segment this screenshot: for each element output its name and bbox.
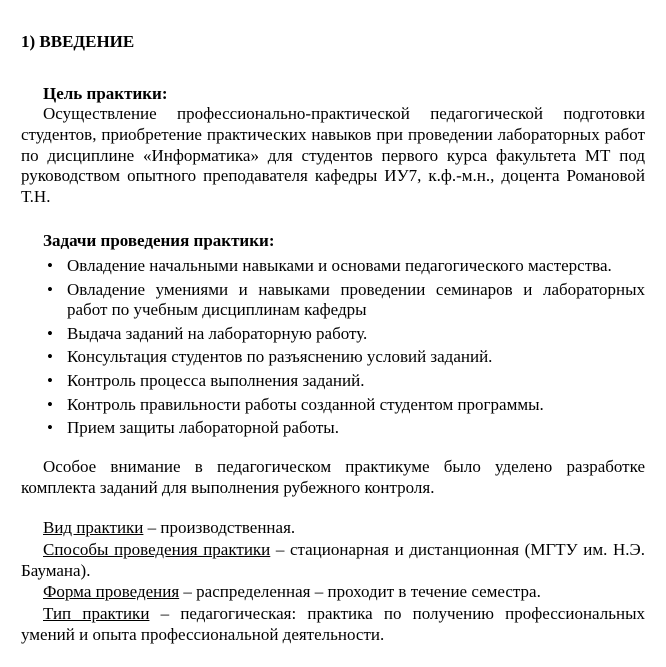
bullet-icon: •	[47, 347, 53, 367]
property-form	[21, 582, 645, 603]
bullet-icon: •	[47, 394, 53, 414]
list-item	[21, 395, 645, 416]
property-label: Способы проведения практики	[43, 539, 271, 559]
property-kind	[21, 604, 645, 646]
list-item-text: Прием защиты лабораторной работы.	[67, 418, 339, 438]
list-item-text: Выдача заданий на лабораторную работу.	[67, 323, 368, 343]
property-label: Тип практики	[43, 604, 150, 624]
list-item	[21, 324, 645, 345]
property-label: Вид практики	[43, 518, 144, 537]
list-item-text: Контроль процесса выполнения заданий.	[67, 370, 365, 390]
property-value: – стационарная и дистанционная (МГТУ им. Н.Э. Баумана).	[21, 539, 645, 580]
tasks-title: Задачи проведения практики:	[43, 231, 275, 250]
goal-title: Цель практики:	[43, 84, 168, 103]
property-label: Форма проведения	[43, 582, 180, 602]
list-item	[21, 371, 645, 392]
property-value: – распределенная – проходит в течение семестра.	[179, 582, 541, 602]
property-type	[21, 518, 645, 539]
note-paragraph: Особое внимание в педагогическом практикуме было уделено разработке комплекта заданий для выполнения рубежного контроля.	[21, 457, 645, 497]
bullet-icon: •	[47, 323, 53, 343]
list-item-text: Овладение начальными навыками и основами педагогического мастерства.	[67, 256, 612, 275]
property-value: – производственная.	[143, 518, 296, 537]
list-item-text: Консультация студентов по разъяснению условий заданий.	[67, 347, 493, 367]
list-item-text: Контроль правильности работы созданной студентом программы.	[67, 394, 544, 414]
list-item	[21, 280, 645, 321]
property-methods	[21, 540, 645, 582]
section-heading: 1) ВВЕДЕНИЕ	[21, 32, 135, 51]
goal-text: Осуществление профессионально-практической педагогической подготовки студентов, приобретение практических навыков при проведении лабораторных работ по дисциплине «Информатика» для студентов первого курса факультета МТ под руководством опытного преподавателя кафедры ИУ7, к.ф.-м.н., доцента Романовой Т.Н.	[21, 104, 645, 207]
list-item-text: Овладение умениями и навыками проведении семинаров и лабораторных работ по учебным дисциплинам кафедры	[67, 279, 645, 320]
list-item	[21, 418, 645, 439]
list-item	[21, 347, 645, 368]
practice-properties	[21, 518, 645, 647]
bullet-icon: •	[47, 279, 53, 299]
bullet-icon: •	[47, 370, 53, 390]
tasks-list	[21, 256, 645, 442]
bullet-icon: •	[47, 418, 53, 438]
bullet-icon: •	[47, 256, 53, 275]
list-item	[21, 256, 645, 277]
property-value: – педагогическая: практика по получению профессиональных умений и опыта профессиональной деятельности.	[21, 604, 646, 644]
